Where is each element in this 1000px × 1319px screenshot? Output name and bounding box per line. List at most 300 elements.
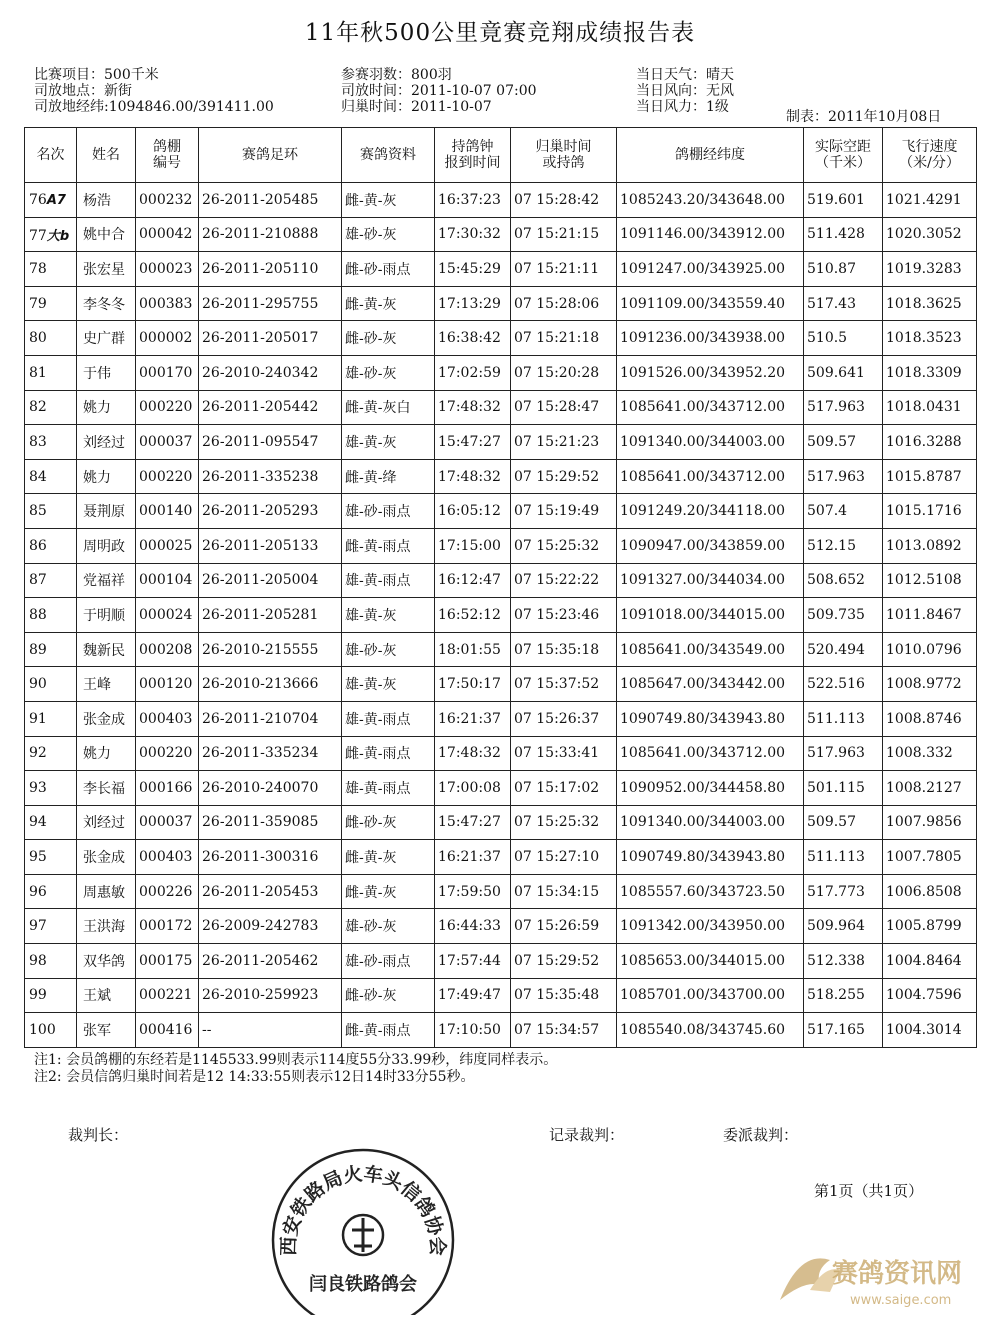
column-header: 姓名 xyxy=(77,128,136,183)
cell-clock xyxy=(435,736,511,771)
cell-rank-text: 93 xyxy=(29,779,47,796)
cell-rank-text: 86 xyxy=(29,537,47,554)
table-row xyxy=(25,252,977,287)
cell-info-text: 雄-砂-灰 xyxy=(345,227,397,244)
table-row xyxy=(25,286,977,321)
cell-name-text: 杨浩 xyxy=(83,192,111,209)
cell-arrival-text: 07 15:21:11 xyxy=(514,260,600,277)
cell-speed-text: 1008.2127 xyxy=(886,779,962,796)
cell-coords xyxy=(617,286,804,321)
cell-loft xyxy=(136,286,199,321)
cell-coords xyxy=(617,355,804,390)
cell-distance-text: 520.494 xyxy=(807,641,865,658)
cell-name xyxy=(77,425,136,460)
cell-loft-text: 000104 xyxy=(139,572,193,589)
cell-distance xyxy=(804,840,883,875)
cell-name-text: 周惠敏 xyxy=(83,884,125,901)
cell-distance-text: 517.43 xyxy=(807,295,856,312)
cell-loft-text: 000208 xyxy=(139,641,193,658)
table-row xyxy=(25,321,977,356)
cell-name xyxy=(77,459,136,494)
cell-rank-text: 99 xyxy=(29,987,47,1004)
made-by xyxy=(786,106,941,126)
table-header-row xyxy=(25,128,977,183)
cell-arrival-text: 07 15:37:52 xyxy=(514,676,600,693)
table-row xyxy=(25,944,977,979)
cell-clock-text: 17:30:32 xyxy=(438,226,501,243)
cell-coords-text: 1085557.60/343723.50 xyxy=(620,883,786,900)
cell-arrival xyxy=(511,252,617,287)
cell-arrival-text: 07 15:35:48 xyxy=(514,987,600,1004)
cell-distance xyxy=(804,286,883,321)
cell-coords-text: 1091249.20/344118.00 xyxy=(620,503,786,520)
info-value: 2011-10-07 xyxy=(411,99,492,115)
cell-rank-text: 98 xyxy=(29,952,47,969)
cell-loft xyxy=(136,563,199,598)
cell-speed-text: 1006.8508 xyxy=(886,883,962,900)
cell-arrival xyxy=(511,459,617,494)
cell-coords xyxy=(617,528,804,563)
cell-ring xyxy=(199,217,342,252)
cell-ring xyxy=(199,598,342,633)
cell-coords-text: 1085641.00/343712.00 xyxy=(620,745,786,762)
cell-speed-text: 1021.4291 xyxy=(886,191,962,208)
cell-coords xyxy=(617,944,804,979)
cell-arrival-text: 07 15:34:15 xyxy=(514,883,600,900)
cell-ring-text: 26-2011-359085 xyxy=(202,814,319,831)
cell-distance xyxy=(804,771,883,806)
cell-clock xyxy=(435,390,511,425)
seal-emblem-icon xyxy=(343,1215,383,1255)
cell-distance xyxy=(804,425,883,460)
cell-name-text: 张金成 xyxy=(83,711,125,728)
cell-ring-text: 26-2009-242783 xyxy=(202,918,319,935)
cell-coords xyxy=(617,183,804,218)
cell-info xyxy=(342,701,435,736)
cell-speed xyxy=(883,1013,977,1048)
cell-arrival xyxy=(511,771,617,806)
cell-ring xyxy=(199,632,342,667)
cell-arrival xyxy=(511,425,617,460)
cell-rank xyxy=(25,252,77,287)
cell-coords-text: 1085641.00/343712.00 xyxy=(620,399,786,416)
cell-ring xyxy=(199,459,342,494)
cell-ring-text: 26-2011-210888 xyxy=(202,226,319,243)
cell-coords-text: 1085647.00/343442.00 xyxy=(620,676,786,693)
table-row xyxy=(25,425,977,460)
cell-speed xyxy=(883,494,977,529)
cell-distance xyxy=(804,736,883,771)
cell-info-text: 雌-黄-灰白 xyxy=(345,400,411,417)
cell-rank xyxy=(25,667,77,702)
cell-arrival xyxy=(511,355,617,390)
cell-arrival-text: 07 15:23:46 xyxy=(514,606,600,623)
cell-speed-text: 1019.3283 xyxy=(886,260,962,277)
cell-distance-text: 509.964 xyxy=(807,918,865,935)
cell-name xyxy=(77,217,136,252)
cell-ring xyxy=(199,425,342,460)
cell-speed xyxy=(883,909,977,944)
cell-info-text: 雄-砂-雨点 xyxy=(345,953,411,970)
cell-distance-text: 509.57 xyxy=(807,433,856,450)
cell-name xyxy=(77,1013,136,1048)
cell-speed xyxy=(883,425,977,460)
cell-coords xyxy=(617,978,804,1013)
cell-speed-text: 1008.8746 xyxy=(886,710,962,727)
cell-coords xyxy=(617,874,804,909)
table-row xyxy=(25,390,977,425)
cell-info xyxy=(342,390,435,425)
cell-distance xyxy=(804,944,883,979)
cell-distance-text: 517.773 xyxy=(807,883,865,900)
cell-rank xyxy=(25,1013,77,1048)
cell-loft xyxy=(136,805,199,840)
cell-info-text: 雄-黄-灰 xyxy=(345,607,397,624)
cell-speed-text: 1010.0796 xyxy=(886,641,962,658)
cell-distance-text: 509.641 xyxy=(807,364,865,381)
cell-ring-text: 26-2011-295755 xyxy=(202,295,319,312)
watermark-url: www.saige.com xyxy=(850,1293,952,1308)
cell-ring-text: 26-2010-215555 xyxy=(202,641,319,658)
cell-distance xyxy=(804,874,883,909)
handwritten-mark: A7 xyxy=(46,192,66,208)
cell-name-text: 刘经过 xyxy=(83,434,125,451)
handwritten-mark: 大b xyxy=(46,228,70,244)
info-row xyxy=(636,83,734,99)
cell-ring-text: 26-2011-210704 xyxy=(202,710,319,727)
cell-name-text: 张金成 xyxy=(83,850,125,867)
cell-ring-text: 26-2011-205004 xyxy=(202,572,319,589)
cell-speed xyxy=(883,528,977,563)
cell-loft xyxy=(136,494,199,529)
cell-coords-text: 1091018.00/344015.00 xyxy=(620,606,786,623)
cell-speed xyxy=(883,355,977,390)
cell-coords-text: 1091340.00/344003.00 xyxy=(620,814,786,831)
cell-name xyxy=(77,840,136,875)
cell-rank-text: 97 xyxy=(29,918,47,935)
cell-name-text: 刘经过 xyxy=(83,815,125,832)
cell-ring-text: 26-2011-205133 xyxy=(202,537,319,554)
cell-distance xyxy=(804,355,883,390)
cell-clock-text: 17:57:44 xyxy=(438,952,501,969)
cell-rank xyxy=(25,978,77,1013)
cell-clock-text: 16:12:47 xyxy=(438,572,501,589)
cell-arrival xyxy=(511,494,617,529)
cell-clock-text: 17:48:32 xyxy=(438,399,501,416)
cell-speed-text: 1012.5108 xyxy=(886,572,962,589)
cell-ring-text: 26-2011-335238 xyxy=(202,468,319,485)
cell-loft-text: 000221 xyxy=(139,987,193,1004)
cell-distance xyxy=(804,701,883,736)
cell-distance xyxy=(804,459,883,494)
cell-clock xyxy=(435,494,511,529)
cell-distance xyxy=(804,252,883,287)
cell-clock xyxy=(435,1013,511,1048)
cell-name xyxy=(77,598,136,633)
cell-coords xyxy=(617,390,804,425)
cell-speed-text: 1004.8464 xyxy=(886,952,962,969)
cell-distance xyxy=(804,1013,883,1048)
cell-ring-text: 26-2011-335234 xyxy=(202,745,319,762)
cell-name xyxy=(77,667,136,702)
cell-coords-text: 1091109.00/343559.40 xyxy=(620,295,786,312)
cell-clock xyxy=(435,217,511,252)
cell-speed-text: 1004.7596 xyxy=(886,987,962,1004)
cell-info-text: 雄-黄-雨点 xyxy=(345,711,411,728)
cell-coords-text: 1085653.00/344015.00 xyxy=(620,952,786,969)
info-label: 归巢时间： xyxy=(341,99,411,115)
cell-rank-text: 95 xyxy=(29,849,47,866)
cell-rank xyxy=(25,494,77,529)
cell-clock-text: 16:38:42 xyxy=(438,330,501,347)
cell-info-text: 雌-黄-灰 xyxy=(345,296,397,313)
cell-loft xyxy=(136,217,199,252)
cell-clock xyxy=(435,701,511,736)
cell-distance xyxy=(804,978,883,1013)
column-header: 鸽棚经纬度 xyxy=(617,128,804,183)
cell-distance-text: 511.113 xyxy=(807,710,865,727)
cell-coords-text: 1091146.00/343912.00 xyxy=(620,226,786,243)
cell-arrival-text: 07 15:27:10 xyxy=(514,849,600,866)
cell-loft-text: 000170 xyxy=(139,364,193,381)
cell-loft xyxy=(136,944,199,979)
cell-coords-text: 1091327.00/344034.00 xyxy=(620,572,786,589)
cell-name xyxy=(77,909,136,944)
cell-coords-text: 1090749.80/343943.80 xyxy=(620,849,786,866)
cell-arrival-text: 07 15:26:59 xyxy=(514,918,600,935)
cell-coords xyxy=(617,840,804,875)
cell-coords-text: 1090947.00/343859.00 xyxy=(620,537,786,554)
cell-coords xyxy=(617,217,804,252)
cell-rank xyxy=(25,183,77,218)
cell-loft-text: 000140 xyxy=(139,503,193,520)
cell-arrival xyxy=(511,217,617,252)
cell-rank-text: 100 xyxy=(29,1022,56,1039)
cell-info-text: 雌-黄-雨点 xyxy=(345,746,411,763)
info-row xyxy=(636,67,734,83)
cell-name xyxy=(77,944,136,979)
cell-loft-text: 000220 xyxy=(139,745,193,762)
cell-coords xyxy=(617,667,804,702)
table-row xyxy=(25,459,977,494)
cell-clock xyxy=(435,528,511,563)
cell-coords-text: 1090952.00/344458.80 xyxy=(620,779,786,796)
cell-info xyxy=(342,667,435,702)
cell-speed-text: 1007.9856 xyxy=(886,814,962,831)
cell-distance xyxy=(804,390,883,425)
table-row xyxy=(25,217,977,252)
cell-distance-text: 511.428 xyxy=(807,226,865,243)
cell-distance-text: 510.87 xyxy=(807,260,856,277)
cell-arrival-text: 07 15:21:18 xyxy=(514,330,600,347)
table-row xyxy=(25,909,977,944)
cell-rank-text: 94 xyxy=(29,814,47,831)
cell-ring xyxy=(199,944,342,979)
cell-loft xyxy=(136,598,199,633)
cell-info-text: 雌-黄-雨点 xyxy=(345,1023,411,1040)
cell-distance-text: 512.15 xyxy=(807,537,856,554)
cell-clock-text: 17:49:47 xyxy=(438,987,501,1004)
cell-clock-text: 17:02:59 xyxy=(438,364,501,381)
cell-coords-text: 1091340.00/344003.00 xyxy=(620,433,786,450)
cell-loft xyxy=(136,425,199,460)
info-label: 司放时间： xyxy=(341,83,411,99)
cell-ring xyxy=(199,736,342,771)
cell-speed-text: 1020.3052 xyxy=(886,226,962,243)
cell-speed xyxy=(883,459,977,494)
cell-ring xyxy=(199,494,342,529)
info-row xyxy=(34,83,274,99)
cell-arrival-text: 07 15:28:42 xyxy=(514,191,600,208)
cell-distance-text: 507.4 xyxy=(807,503,848,520)
cell-speed xyxy=(883,805,977,840)
cell-arrival xyxy=(511,321,617,356)
cell-rank xyxy=(25,217,77,252)
cell-info-text: 雄-砂-雨点 xyxy=(345,504,411,521)
cell-rank xyxy=(25,944,77,979)
cell-ring-text: 26-2011-095547 xyxy=(202,433,319,450)
cell-info-text: 雌-黄-灰 xyxy=(345,850,397,867)
cell-clock-text: 16:21:37 xyxy=(438,849,501,866)
cell-loft-text: 000220 xyxy=(139,399,193,416)
cell-arrival xyxy=(511,840,617,875)
page-info: 第1页（共1页） xyxy=(814,1182,924,1200)
cell-distance-text: 508.652 xyxy=(807,572,865,589)
cell-name xyxy=(77,701,136,736)
cell-loft-text: 000403 xyxy=(139,849,193,866)
cell-distance-text: 517.963 xyxy=(807,399,865,416)
cell-speed-text: 1007.7805 xyxy=(886,849,962,866)
cell-coords xyxy=(617,1013,804,1048)
cell-rank xyxy=(25,598,77,633)
cell-distance-text: 509.735 xyxy=(807,606,865,623)
info-value: 500千米 xyxy=(104,67,159,83)
cell-info xyxy=(342,840,435,875)
cell-info xyxy=(342,528,435,563)
table-row xyxy=(25,771,977,806)
cell-clock-text: 17:13:29 xyxy=(438,295,501,312)
cell-arrival-text: 07 15:29:52 xyxy=(514,952,600,969)
info-label: 当日风向： xyxy=(636,83,706,99)
table-row xyxy=(25,494,977,529)
table-row xyxy=(25,183,977,218)
cell-info xyxy=(342,771,435,806)
cell-speed xyxy=(883,736,977,771)
cell-coords xyxy=(617,494,804,529)
info-value: 新街 xyxy=(104,83,132,99)
signature-record-judge: 记录裁判： xyxy=(549,1126,625,1144)
site-watermark xyxy=(770,1230,990,1314)
cell-loft-text: 000175 xyxy=(139,952,193,969)
cell-info xyxy=(342,978,435,1013)
cell-loft-text: 000037 xyxy=(139,814,193,831)
cell-arrival xyxy=(511,701,617,736)
info-value: 晴天 xyxy=(706,67,734,83)
cell-info-text: 雄-黄-灰 xyxy=(345,434,397,451)
cell-clock-text: 17:10:50 xyxy=(438,1022,501,1039)
info-label: 比赛项目： xyxy=(34,67,104,83)
cell-loft-text: 000383 xyxy=(139,295,193,312)
info-value: 无风 xyxy=(706,83,734,99)
notes xyxy=(34,1052,557,1086)
cell-ring-text: 26-2011-205017 xyxy=(202,330,319,347)
cell-info xyxy=(342,563,435,598)
cell-rank-text: 79 xyxy=(29,295,47,312)
cell-loft-text: 000025 xyxy=(139,537,193,554)
cell-coords-text: 1085701.00/343700.00 xyxy=(620,987,786,1004)
cell-info xyxy=(342,874,435,909)
cell-clock-text: 17:00:08 xyxy=(438,779,501,796)
signature-assigned-judge: 委派裁判： xyxy=(723,1126,799,1144)
cell-name-text: 王洪海 xyxy=(83,919,125,936)
cell-loft xyxy=(136,701,199,736)
cell-info xyxy=(342,217,435,252)
cell-name-text: 聂荆原 xyxy=(83,504,125,521)
column-header: 实际空距 （千米） xyxy=(804,128,883,183)
cell-clock xyxy=(435,321,511,356)
results-table xyxy=(24,127,977,1048)
cell-loft xyxy=(136,632,199,667)
cell-clock-text: 15:47:27 xyxy=(438,814,501,831)
cell-speed-text: 1018.3625 xyxy=(886,295,962,312)
made-by-value: 2011年10月08日 xyxy=(828,109,942,125)
table-row xyxy=(25,528,977,563)
cell-loft-text: 000024 xyxy=(139,606,193,623)
cell-distance-text: 511.113 xyxy=(807,849,865,866)
cell-name-text: 王峰 xyxy=(83,677,111,694)
cell-info xyxy=(342,632,435,667)
table-body xyxy=(25,183,977,1048)
made-by-label: 制表： xyxy=(786,109,828,125)
cell-rank xyxy=(25,701,77,736)
cell-speed-text: 1013.0892 xyxy=(886,537,962,554)
cell-name xyxy=(77,736,136,771)
cell-name-text: 姚力 xyxy=(83,469,111,486)
cell-distance xyxy=(804,632,883,667)
cell-loft xyxy=(136,736,199,771)
cell-coords xyxy=(617,252,804,287)
column-header: 归巢时间 或持鸽 xyxy=(511,128,617,183)
cell-coords-text: 1091236.00/343938.00 xyxy=(620,330,786,347)
cell-clock xyxy=(435,944,511,979)
cell-info-text: 雌-砂-灰 xyxy=(345,815,397,832)
cell-speed xyxy=(883,321,977,356)
table-row xyxy=(25,701,977,736)
info-label: 当日天气： xyxy=(636,67,706,83)
cell-ring xyxy=(199,978,342,1013)
cell-speed xyxy=(883,563,977,598)
cell-clock-text: 18:01:55 xyxy=(438,641,501,658)
cell-clock xyxy=(435,909,511,944)
cell-speed-text: 1011.8467 xyxy=(886,606,962,623)
cell-loft-text: 000023 xyxy=(139,260,193,277)
cell-clock-text: 17:48:32 xyxy=(438,468,501,485)
cell-coords xyxy=(617,563,804,598)
cell-rank-text: 80 xyxy=(29,330,47,347)
cell-arrival xyxy=(511,286,617,321)
cell-info xyxy=(342,736,435,771)
cell-name-text: 周明政 xyxy=(83,538,125,555)
cell-info-text: 雄-黄-灰 xyxy=(345,677,397,694)
cell-info-text: 雌-黄-绛 xyxy=(345,469,397,486)
cell-distance xyxy=(804,321,883,356)
cell-clock-text: 17:48:32 xyxy=(438,745,501,762)
column-header: 飞行速度 （米/分） xyxy=(883,128,977,183)
cell-speed xyxy=(883,701,977,736)
cell-clock-text: 16:21:37 xyxy=(438,710,501,727)
cell-rank xyxy=(25,909,77,944)
cell-ring xyxy=(199,390,342,425)
